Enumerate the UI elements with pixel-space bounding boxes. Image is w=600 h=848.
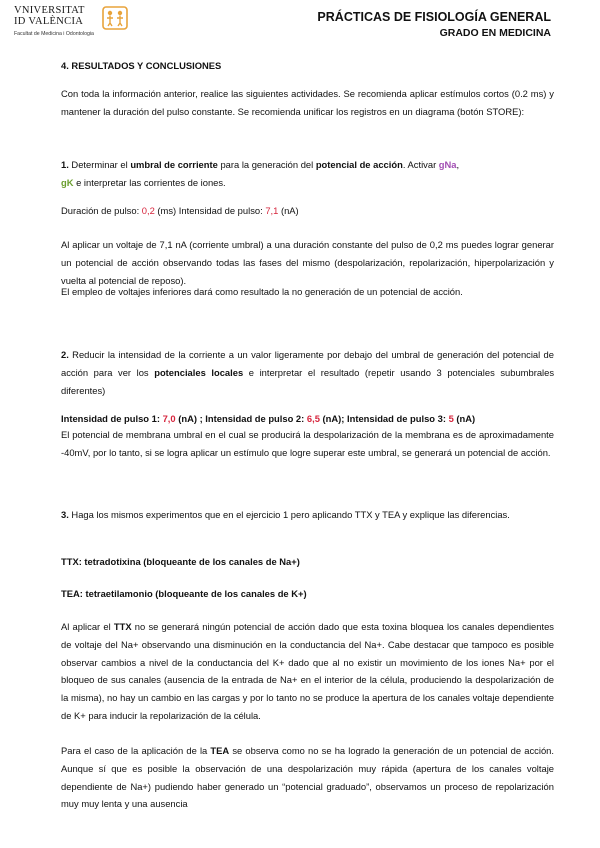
- intensity-value: 7,1: [265, 205, 279, 216]
- tea-label: TEA: [210, 745, 230, 756]
- duration-value: 0,2: [141, 205, 155, 216]
- logo-line-1: VNIVERSITAT: [14, 5, 85, 16]
- duration-unit: (ms) Intensidad de pulso:: [154, 205, 266, 216]
- university-emblem-icon: [102, 6, 128, 30]
- task-1-number: 1.: [61, 159, 69, 170]
- task-2-statement: [61, 346, 554, 399]
- tea-answer: [61, 742, 554, 813]
- task-3-text: Haga los mismos experimentos que en el ejercicio 1 pero aplicando TTX y TEA y explique las diferencias.: [68, 509, 510, 520]
- tea-definition: TEA: tetraetilamonio (bloqueante de los canales de K+): [61, 588, 307, 599]
- intensity-unit: (nA): [278, 205, 299, 216]
- pulse-3-unit: (nA): [453, 413, 476, 424]
- task-1-potencial: potencial de acción: [315, 159, 403, 170]
- pulse-3-value: 5: [448, 413, 454, 424]
- ttx-answer: [61, 618, 554, 725]
- pulse-1-value: 7,0: [162, 413, 176, 424]
- ttx-definition: TTX: tetradotixina (bloqueante de los canales de Na+): [61, 556, 300, 567]
- task-1-values: [61, 202, 554, 220]
- duration-label: Duración de pulso:: [61, 205, 142, 216]
- task-2-number: 2.: [61, 349, 69, 360]
- task-2-text: Reducir la intensidad de la corriente a un valor ligeramente por debajo del umbral de generación del potencial de acción para ver los: [61, 349, 554, 378]
- pulse-2-label: (nA) ; Intensidad de pulso 2:: [175, 413, 307, 424]
- tea-answer-text: se observa como no se ha logrado la generación de un potencial de acción. Aunque sí que es posible la observación de una despolarización muy rápida (apertura de los canales voltaje dependiente de Na+) pudiendo haber generado un “potencial graduado”, observamos un proceso de repolarización muy muy lenta y una ausencia: [61, 745, 554, 810]
- ttx-answer-text: no se generará ningún potencial de acción dado que esta toxina bloquea los canales dependientes de voltaje del Na+ observando una disminución en la conductancia del Na+. Cabe destacar que tampoco es posible observar cambios a nivel de la conductancia del K+ dado que al no existir un movimiento de los iones Na+ por el bloqueo de sus canales (ausencia de la entrada de Na+ en el interior de la célula, produciendo la despolarización de la misma), no hay un cambio en las cargas y por lo tanto no se produce la apertura de los canales voltaje dependiente de K+ para inducir la repolarización de la célula.: [61, 621, 554, 721]
- section-intro: Con toda la información anterior, realice las siguientes actividades. Se recomienda aplicar estímulos cortos (0.2 ms) y mantener la duración del pulso constante. Se recomienda unificar los registros en un diagrama (botón STORE):: [61, 88, 554, 117]
- ttx-label: TTX: [113, 621, 132, 632]
- logo-line-2: ID VALÈNCIA: [14, 16, 84, 27]
- task-3-number: 3.: [61, 509, 69, 520]
- task-1-answer-1: Al aplicar un voltaje de 7,1 nA (corriente umbral) a una duración constante del pulso de 0,2 ms puedes lograr generar un potencial de acción observando todas las fases del mismo (despolarización, repolarización, hiperpolarización y vuelta al potencial de reposo).: [61, 239, 554, 286]
- pulse-2-value: 6,5: [306, 413, 320, 424]
- tea-answer-text: Para el caso de la aplicación de la: [61, 745, 211, 756]
- task-2-answer: El potencial de membrana umbral en el cual se producirá la despolarización de la membrana es de aproximadamente -40mV, por lo tanto, si se logra aplicar un estímulo que logre superar este umbral, se generará un potencial de acción.: [61, 429, 554, 458]
- task-1-comma: ,: [456, 159, 460, 170]
- task-3-statement: [61, 506, 554, 524]
- section-heading: 4. RESULTADOS Y CONCLUSIONES: [61, 60, 222, 71]
- task-1-text: e interpretar las corrientes de iones.: [73, 176, 226, 188]
- logo-faculty: Facultat de Medicina i Odontologia: [14, 31, 94, 37]
- task-1-text: . Activar: [402, 159, 439, 170]
- task-1-text: Determinar el: [68, 159, 131, 170]
- ttx-answer-text: Al aplicar el: [61, 621, 114, 632]
- gna-label: gNa: [438, 159, 457, 170]
- task-1-text: para la generación del: [217, 159, 316, 170]
- pulse-1-label: Intensidad de pulso 1:: [61, 413, 163, 424]
- task-1-answer-2: El empleo de voltajes inferiores dará como resultado la no generación de un potencial de acción.: [61, 286, 463, 297]
- page-subtitle: GRADO EN MEDICINA: [439, 27, 551, 39]
- university-logo: [14, 5, 164, 41]
- pulse-3-label: (nA); Intensidad de pulso 3:: [319, 413, 449, 424]
- gk-label: gK: [61, 176, 74, 188]
- page-title: PRÁCTICAS DE FISIOLOGÍA GENERAL: [317, 10, 551, 24]
- task-2-potenciales: potenciales locales: [154, 366, 244, 378]
- task-1-statement: [61, 156, 554, 192]
- task-2-text: e interpretar el resultado (repetir usando 3 potenciales subumbrales diferentes): [61, 366, 555, 396]
- task-1-umbral: umbral de corriente: [130, 159, 218, 170]
